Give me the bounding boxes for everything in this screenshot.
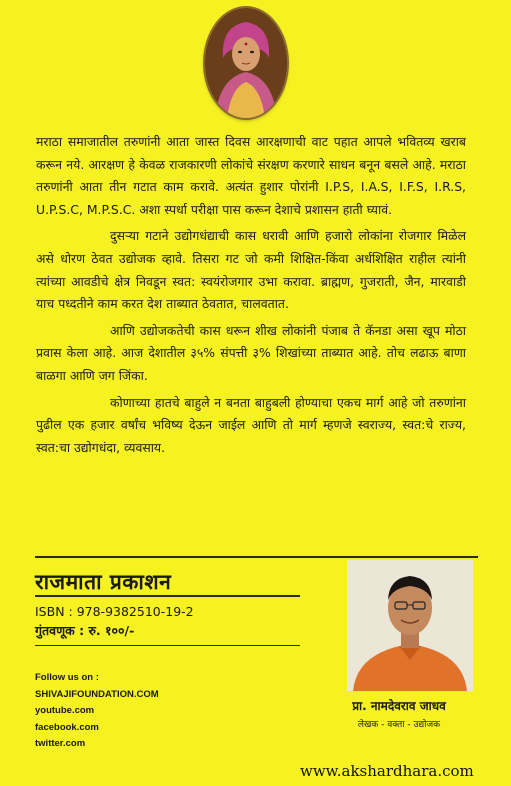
paragraph-1: मराठा समाजातील तरुणांनी आता जास्त दिवस आरक्षणाची वाट पहात आपले भवितव्य खराब करून नये. आरक्षण हे केवळ राजकारणी लोकांचे संरक्षण करणारे साधन बनून बसले आहे. मराठा तरुणांनी आता तीन गटात काम करावे. अत्यंत हुशार पोरांनी I.P.S, I.A.S, I.F.S, I.R.S, U.P.S.C, M.P.S.C. अशा स्पर्धा परीक्षा पास करून देशाचे प्रशासन हाती घ्यावं. [36, 134, 466, 217]
paragraph-2: दुसऱ्या गटाने उद्योगधंद्याची कास धरावी आणि हजारो लोकांना रोजगार मिळेल असे धोरण ठेवत उद्योजक व्हावे. तिसरा गट जो कमी शिक्षित-किंवा अर्धशिक्षित राहील त्यांनी त्यांच्या आवडीचे क्षेत्र निवडून स्वत: स्वयंरोजगार उभा करावा. ब्राह्मण, गुजराती, जैन, मारवाडी याच पध्दतीने काम करत देश ताब्यात ठेवतात, चालवतात. [36, 228, 466, 312]
divider-top [35, 556, 478, 558]
author-photo [347, 560, 473, 691]
price-text: गुंतवणूक : रु. १००/- [35, 623, 135, 638]
link-shivajifoundation[interactable]: SHIVAJIFOUNDATION.COM [35, 688, 159, 700]
paragraph-3: आणि उद्योजकतेची कास धरून शीख लोकांनी पंजाब ते कॅनडा असा खूप मोठा प्रवास केला आहे. आज देशातील ३५% संपत्ती ३% शिखांच्या ताब्यात आहे. तोच लढाऊ बाणा बाळगा आणि जग जिंका. [36, 322, 466, 383]
publisher-name: राजमाता प्रकाशन [35, 570, 172, 594]
link-facebook[interactable]: facebook.com [35, 721, 99, 733]
paragraph-4: कोणाच्या हातचे बाहुले न बनता बाहुबली होण्याचा एकच मार्ग आहे जो तरुणांना पुढील एक हजार वर्षांच भविष्य देऊन जाईल आणि तो मार्ग म्हणजे स्वराज्य, स्वत:चे राज्य, स्वत:चा उद्योगधंदा, व्यवसाय. [36, 394, 466, 455]
link-youtube[interactable]: youtube.com [35, 705, 95, 716]
isbn-text: ISBN : 978-9382510-19-2 [35, 604, 194, 619]
author-name: प्रा. नामदेवराव जाधव [352, 699, 446, 713]
follow-us [35, 670, 159, 753]
rajmata-portrait [205, 8, 287, 118]
author-role: लेखक - वक्ता - उद्योजक [357, 720, 441, 730]
divider-price [35, 645, 300, 646]
link-twitter[interactable]: twitter.com [35, 738, 86, 749]
follow-heading: Follow us on : [35, 672, 99, 683]
divider-publisher [35, 595, 300, 597]
watermark-url: www.akshardhara.com [300, 762, 474, 780]
description-text [36, 131, 466, 463]
